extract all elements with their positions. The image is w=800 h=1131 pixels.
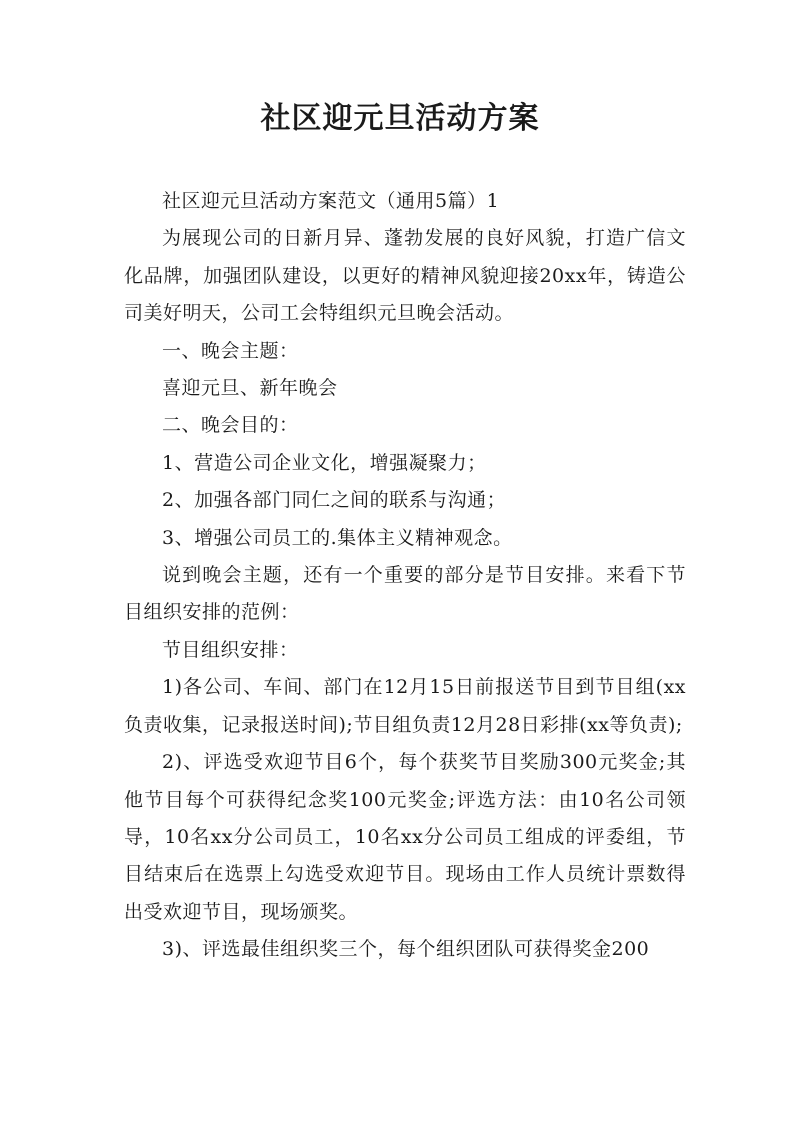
document-title: 社区迎元旦活动方案 xyxy=(260,101,540,136)
paragraph-theme: 喜迎元旦、新年晚会 xyxy=(162,377,338,400)
list-item-goal-1: 1、营造公司企业文化，增强凝聚力； xyxy=(162,451,487,474)
section-heading-goals: 二、晚会目的： xyxy=(162,414,299,437)
list-item-program-1: 1)各公司、车间、部门在12月15日前报送节目到节目组(xx负责收集，记录报送时间);节目组负责12月28日彩排(xx等负责); xyxy=(124,676,686,736)
paragraph-purpose: 为展现公司的日新月异、蓬勃发展的良好风貌，打造广信文化品牌，加强团队建设，以更好的精神风貌迎接20xx年，铸造公司美好明天，公司工会特组织元旦晚会活动。 xyxy=(124,227,686,325)
document-body xyxy=(124,183,686,969)
list-item-goal-3: 3、增强公司员工的.集体主义精神观念。 xyxy=(162,526,513,549)
list-item-program-3: 3)、评选最佳组织奖三个，每个组织团队可获得奖金200 xyxy=(162,938,650,961)
list-item-goal-2: 2、加强各部门同仁之间的联系与沟通； xyxy=(162,489,507,512)
list-item-program-2: 2)、评选受欢迎节目6个，每个获奖节目奖励300元奖金;其他节目每个可获得纪念奖100元奖金;评选方法：由10名公司领导，10名xx分公司员工，10名xx分公司员工组成的评委组，节目结束后在选票上勾选受欢迎节目。现场由工作人员统计票数得出受欢迎节目，现场颁奖。 xyxy=(124,751,686,923)
section-heading-program: 节目组织安排： xyxy=(162,638,299,661)
paragraph-intro-heading: 社区迎元旦活动方案范文（通用5篇）1 xyxy=(162,190,500,212)
paragraph-program-intro: 说到晚会主题，还有一个重要的部分是节目安排。来看下节目组织安排的范例： xyxy=(124,564,686,624)
section-heading-theme: 一、晚会主题： xyxy=(162,339,299,362)
